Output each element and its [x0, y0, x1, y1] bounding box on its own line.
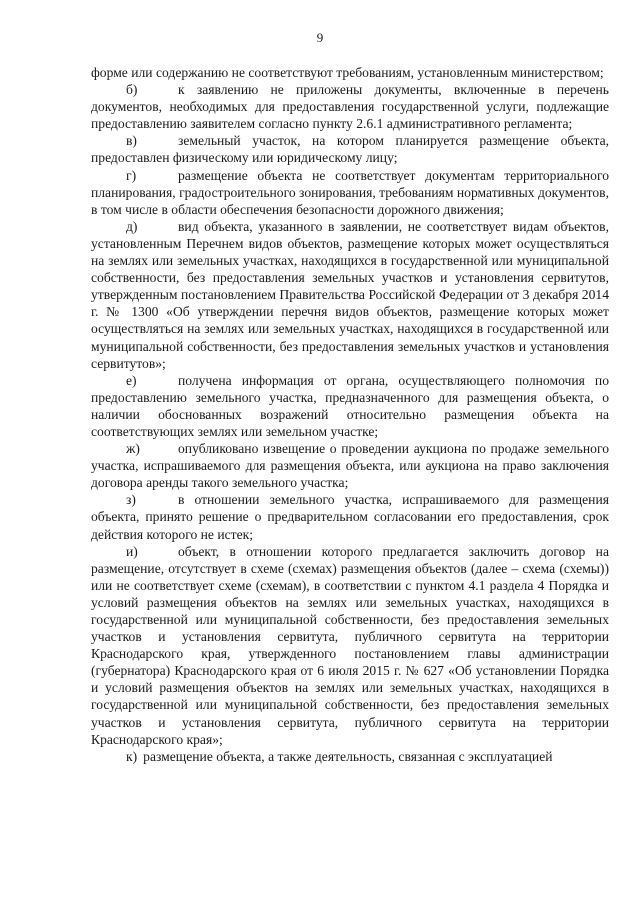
list-item-text: в отношении земельного участка, испрашиваемого для размещения объекта, принято решение о предварительном согласовании его предоставления, срок действия которого не истек;: [91, 492, 609, 542]
list-item-v: [91, 132, 609, 166]
list-marker: б): [126, 82, 138, 98]
list-marker: ж): [126, 441, 140, 457]
list-item-text: земельный участок, на котором планируется размещение объекта, предоставлен физическому или юридическому лицу;: [91, 133, 609, 166]
list-item-g: [91, 167, 609, 218]
list-marker: и): [126, 543, 138, 559]
list-item-text: получена информация от органа, осуществляющего полномочия по предоставлению земельного участка, предназначенного для размещения объекта, о наличии обоснованных возражений относительно размещения объекта на соответствующих землях или земельном участке;: [91, 372, 609, 439]
list-item-text: к заявлению не приложены документы, включенные в перечень документов, необходимых для предоставления государственной услуги, подлежащие предоставлению заявителем согласно пункту 2.6.1 административного регламента;: [91, 82, 609, 132]
list-item-i: [91, 543, 609, 748]
list-marker: в): [126, 133, 137, 149]
list-item-b: [91, 81, 609, 132]
page-number: 9: [316, 30, 324, 45]
list-item-text: вид объекта, указанного в заявлении, не соответствует видам объектов, установленным Перечнем видов объектов, размещение которых может осуществляться на землях или земельных участках, находящихся в государственной или муниципальной собственности, без предоставления земельных участков и установления сервитутов, утвержденным постановлением Правительства Российской Федерации от 3 декабря 2014 г. № 1300 «Об утверждении перечня видов объектов, размещение которых может осуществляться на землях или земельных участках, находящихся в государственной или муниципальной собственности, без предоставления земельных участков и установления сервитутов»;: [91, 218, 609, 371]
list-marker: к): [126, 748, 138, 764]
paragraph-intro: [91, 64, 609, 81]
list-item-e: [91, 372, 609, 440]
list-marker: з): [126, 492, 136, 508]
list-item-text: размещение объекта, а также деятельность, связанная с эксплуатацией: [143, 748, 553, 764]
list-item-zh: [91, 440, 609, 491]
paragraph-text: форме или содержанию не соответствуют требованиям, установленным министерством;: [91, 65, 604, 80]
list-item-k: [91, 748, 609, 765]
document-body: [91, 64, 609, 765]
list-item-text: опубликовано извещение о проведении аукциона по продаже земельного участка, испрашиваемого для размещения объекта, или аукциона на право заключения договора аренды такого земельного участка;: [91, 441, 609, 491]
list-item-d: [91, 218, 609, 372]
list-item-text: размещение объекта не соответствует документам территориального планирования, градостроительного зонирования, требованиям нормативных документов, в том числе в области обеспечения безопасности дорожного движения;: [91, 167, 609, 217]
list-marker: г): [126, 167, 137, 183]
list-item-z: [91, 491, 609, 542]
list-marker: д): [126, 218, 138, 234]
list-marker: е): [126, 372, 137, 388]
list-item-text: объект, в отношении которого предлагается заключить договор на размещение, отсутствует в схеме (схемах) размещения объектов (далее – схема (схемы)) или не соответствует схеме (схемам), в соответствии с пунктом 4.1 раздела 4 Порядка и условий размещения объектов на землях или земельных участках, находящихся в государственной или муниципальной собственности, без предоставления земельных участков и установления сервитута, публичного сервитута на территории Краснодарского края, утвержденного постановлением главы администрации (губернатора) Краснодарского края от 6 июля 2015 г. № 627 «Об установлении Порядка и условий размещения объектов на землях или земельных участках, находящихся в государственной или муниципальной собственности, без предоставления земельных участков и установления сервитута, публичного сервитута на территории Краснодарского края»;: [91, 543, 609, 747]
